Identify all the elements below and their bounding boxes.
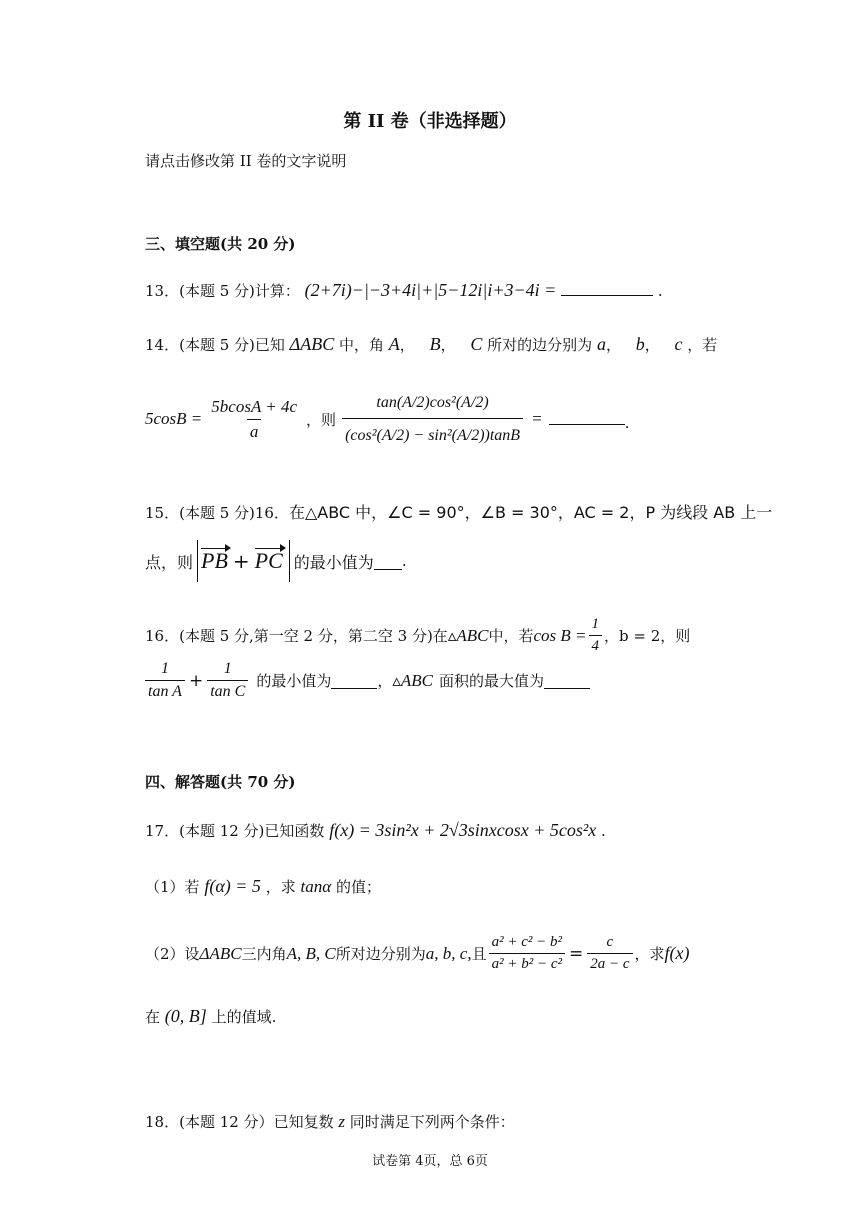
q14-side-c: c bbox=[674, 334, 683, 354]
q15-line1: 在△ABC 中，∠C = 90°，∠B = 30°，AC = 2，P 为线段 AB 上一 bbox=[288, 503, 773, 522]
q16-comma: ， bbox=[377, 672, 393, 690]
q17-function: f(x) = 3sin²x + 2√3sinxcosx + 5cos²x bbox=[329, 820, 597, 840]
q17-p2-sides-text: 所对边分别为 bbox=[335, 945, 426, 963]
q15-end: . bbox=[401, 552, 407, 570]
q17-part-2 bbox=[145, 934, 690, 973]
q18-rest: 同时满足下列两个条件： bbox=[349, 1113, 515, 1131]
q17-p2-fraction-1 bbox=[489, 934, 565, 973]
q14-sides-text: 所对的边分别为 bbox=[487, 336, 593, 354]
q16-mid: 中，若 bbox=[488, 627, 534, 645]
question-16 bbox=[145, 616, 690, 655]
q16-answer-blank-1[interactable] bbox=[331, 672, 377, 689]
q16-frac-a-denominator: tan A bbox=[145, 680, 185, 701]
question-17 bbox=[145, 820, 606, 841]
q17-part-1 bbox=[145, 876, 381, 897]
q16-area-text: 面积的最大值为 bbox=[438, 672, 544, 690]
q14-mid: 中，角 bbox=[339, 336, 385, 354]
q13-expression: (2+7i)−|−3+4i|+|5−12i|i+3−4i = bbox=[304, 280, 557, 300]
q17-end: . bbox=[601, 822, 606, 840]
q13-end: . bbox=[657, 282, 663, 300]
q17-p2-line2-a: 在 bbox=[145, 1008, 161, 1026]
q17-p2-frac2-denominator: 2a − c bbox=[587, 953, 632, 973]
q15-abs-bar-left bbox=[197, 540, 198, 582]
q17-p2-fx: f(x) bbox=[664, 943, 690, 963]
q17-p1-expr: f(α) = 5 bbox=[204, 876, 261, 896]
q16-line2 bbox=[145, 660, 590, 701]
question-13 bbox=[145, 280, 663, 301]
q17-p2-frac1-denominator: a² + b² − c² bbox=[489, 953, 565, 973]
q17-p2-fraction-2 bbox=[587, 934, 632, 973]
q14-big-fraction bbox=[342, 394, 523, 445]
q16-plus: + bbox=[188, 670, 204, 691]
section-title: 第 II 卷（非选择题） bbox=[343, 111, 517, 132]
q14-angle-a: A bbox=[388, 334, 400, 354]
q17-p1-label: （1）若 bbox=[145, 878, 200, 896]
q14-cond-numerator: 5bcosA + 4c bbox=[211, 396, 298, 416]
q17-p2-triangle: ΔABC bbox=[199, 943, 242, 963]
q16-frac-tan-a bbox=[145, 660, 185, 701]
q17-p1-tan: tanα bbox=[300, 877, 332, 896]
question-15 bbox=[145, 500, 772, 523]
q17-p2-interval: (0, B] bbox=[164, 1006, 207, 1026]
q16-cos-numerator: 1 bbox=[591, 616, 599, 632]
q17-p2-equals: = bbox=[569, 943, 584, 964]
q16-b: ，b = 2，则 bbox=[604, 627, 691, 645]
q15-answer-blank[interactable] bbox=[374, 553, 402, 570]
q17-p2-text: 三内角 bbox=[241, 945, 287, 963]
q16-cos: cos B = bbox=[533, 625, 587, 645]
q17-p2-qie: 且 bbox=[471, 945, 487, 963]
q14-if: ，若 bbox=[687, 336, 718, 354]
q17-p2-sides: a, b, c, bbox=[425, 943, 472, 963]
q14-cond-denominator: a bbox=[247, 419, 262, 442]
q17-p1-text: ，求 bbox=[265, 878, 296, 896]
q15-line2 bbox=[145, 540, 407, 582]
q17-p2-frac2-numerator: c bbox=[606, 934, 614, 950]
section-note: 请点击修改第 II 卷的文字说明 bbox=[145, 152, 347, 170]
q16-frac-a-numerator: 1 bbox=[160, 660, 169, 677]
q18-number: 18．(本题 12 分）已知复数 bbox=[145, 1113, 334, 1131]
q14-big-numerator: tan(A/2)cos²(A/2) bbox=[376, 393, 489, 411]
q14-angle-c: C bbox=[470, 334, 483, 354]
fill-in-header: 三、填空题(共 20 分) bbox=[145, 235, 296, 253]
page-footer: 试卷第 4页，总 6页 bbox=[372, 1154, 488, 1169]
q14-side-b: b bbox=[635, 334, 645, 354]
q15-vector-pb: PB bbox=[201, 548, 228, 573]
q14-angle-b: B bbox=[429, 334, 441, 354]
q14-end: . bbox=[624, 414, 630, 432]
q14-equals: = bbox=[531, 409, 543, 428]
q17-p2-label: （2）设 bbox=[145, 945, 200, 963]
solve-header: 四、解答题(共 70 分) bbox=[145, 773, 296, 791]
question-18 bbox=[145, 1111, 515, 1132]
q14-cond-fraction bbox=[208, 397, 300, 442]
q16-frac-tan-c bbox=[207, 660, 248, 701]
q16-frac-c-numerator: 1 bbox=[223, 660, 232, 677]
q16-cos-fraction bbox=[589, 616, 603, 655]
q17-p1-end: 的值； bbox=[335, 878, 381, 896]
q16-frac-c-denominator: tan C bbox=[207, 680, 248, 701]
q14-cond-left: 5cosB = bbox=[145, 409, 203, 428]
q14-number: 14．(本题 5 分)已知 bbox=[145, 336, 285, 354]
q14-side-a: a bbox=[596, 334, 606, 354]
q13-answer-blank[interactable] bbox=[561, 295, 653, 296]
q18-z: z bbox=[338, 1112, 345, 1131]
q17-p2-angles: A, B, C bbox=[286, 943, 336, 963]
q16-cos-denominator: 4 bbox=[589, 635, 603, 655]
q14-triangle: ΔABC bbox=[289, 334, 335, 354]
q15-prefix: 点，则 bbox=[145, 552, 194, 572]
q13-number: 13．(本题 5 分)计算： bbox=[145, 282, 300, 300]
q15-suffix: 的最小值为 bbox=[293, 552, 374, 572]
q14-then: ，则 bbox=[306, 410, 337, 429]
question-14: 14．(本题 5 分)已知 ΔABC 中，角 A， B， C 所对的边分别为 a， b， c ，若 bbox=[145, 334, 718, 354]
q17-p2-ask: ，求 bbox=[634, 945, 665, 963]
q16-triangle-2: ▵ABC bbox=[392, 670, 433, 690]
q16-triangle: ▵ABC bbox=[447, 625, 489, 645]
q17-p2-frac1-numerator: a² + c² − b² bbox=[491, 934, 562, 950]
q16-number: 16．(本题 5 分,第一空 2 分，第二空 3 分)在 bbox=[145, 627, 448, 645]
q17-part-2-line2 bbox=[145, 1006, 276, 1027]
q16-answer-blank-2[interactable] bbox=[544, 672, 590, 689]
q15-plus: + bbox=[232, 549, 250, 573]
q15-number: 15．(本题 5 分)16． bbox=[145, 504, 289, 522]
q15-abs-bar-right bbox=[289, 540, 290, 582]
q14-big-denominator: (cos²(A/2) − sin²(A/2))tanB bbox=[342, 418, 523, 445]
q14-formula bbox=[145, 374, 629, 464]
q14-answer-blank[interactable] bbox=[549, 424, 625, 425]
q16-min-text: 的最小值为 bbox=[256, 672, 332, 690]
q17-number: 17．(本题 12 分)已知函数 bbox=[145, 822, 325, 840]
q17-p2-line2-b: 上的值域. bbox=[211, 1008, 277, 1026]
q15-vector-pc: PC bbox=[254, 548, 283, 573]
